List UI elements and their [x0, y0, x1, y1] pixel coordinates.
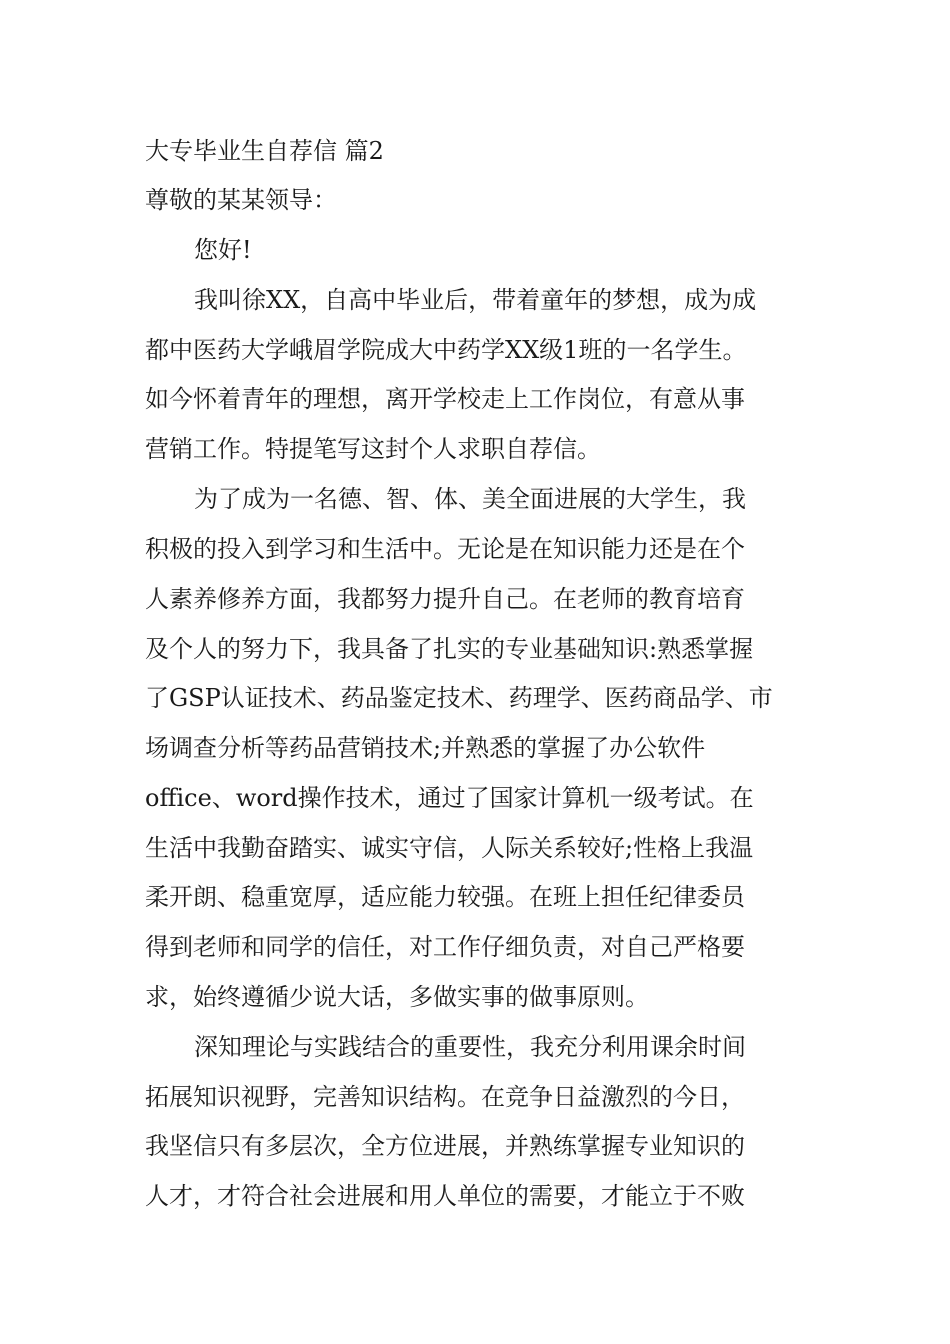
- paragraph-line: 我叫徐XX，自高中毕业后，带着童年的梦想，成为成: [194, 286, 757, 314]
- paragraph-line: 为了成为一名德、智、体、美全面进展的大学生，我: [194, 485, 746, 513]
- document-title: 大专毕业生自荐信 篇2: [145, 137, 384, 165]
- paragraph-line: 及个人的努力下，我具备了扎实的专业基础知识:熟悉掌握: [145, 635, 754, 663]
- paragraph-line: 求，始终遵循少说大话，多做实事的做事原则。: [145, 983, 649, 1011]
- salutation: 尊敬的某某领导：: [145, 186, 337, 214]
- paragraph-line: 人才，才符合社会进展和用人单位的需要，才能立于不败: [145, 1182, 745, 1210]
- paragraph-line: 了GSP认证技术、药品鉴定技术、药理学、医药商品学、市: [145, 684, 773, 712]
- paragraph-line: 营销工作。特提笔写这封个人求职自荐信。: [145, 435, 601, 463]
- paragraph-line: 积极的投入到学习和生活中。无论是在知识能力还是在个: [145, 535, 745, 563]
- paragraph-line: 生活中我勤奋踏实、诚实守信，人际关系较好;性格上我温: [145, 834, 754, 862]
- paragraph-line: 得到老师和同学的信任，对工作仔细负责，对自己严格要: [145, 933, 745, 961]
- paragraph-line: 都中医药大学峨眉学院成大中药学XX级1班的一名学生。: [145, 336, 747, 364]
- paragraph-line: 拓展知识视野，完善知识结构。在竞争日益激烈的今日，: [145, 1083, 745, 1111]
- paragraph-line: 人素养修养方面，我都努力提升自己。在老师的教育培育: [145, 585, 745, 613]
- paragraph-line: 我坚信只有多层次，全方位进展，并熟练掌握专业知识的: [145, 1132, 745, 1160]
- paragraph-line: 深知理论与实践结合的重要性，我充分利用课余时间: [194, 1033, 746, 1061]
- greeting: 您好!: [194, 236, 252, 264]
- paragraph-line: 场调查分析等药品营销技术;并熟悉的掌握了办公软件: [145, 734, 706, 762]
- paragraph-line: 柔开朗、稳重宽厚，适应能力较强。在班上担任纪律委员: [145, 883, 745, 911]
- paragraph-line: office、word操作技术，通过了国家计算机一级考试。在: [145, 784, 754, 812]
- paragraph-line: 如今怀着青年的理想，离开学校走上工作岗位，有意从事: [145, 385, 745, 413]
